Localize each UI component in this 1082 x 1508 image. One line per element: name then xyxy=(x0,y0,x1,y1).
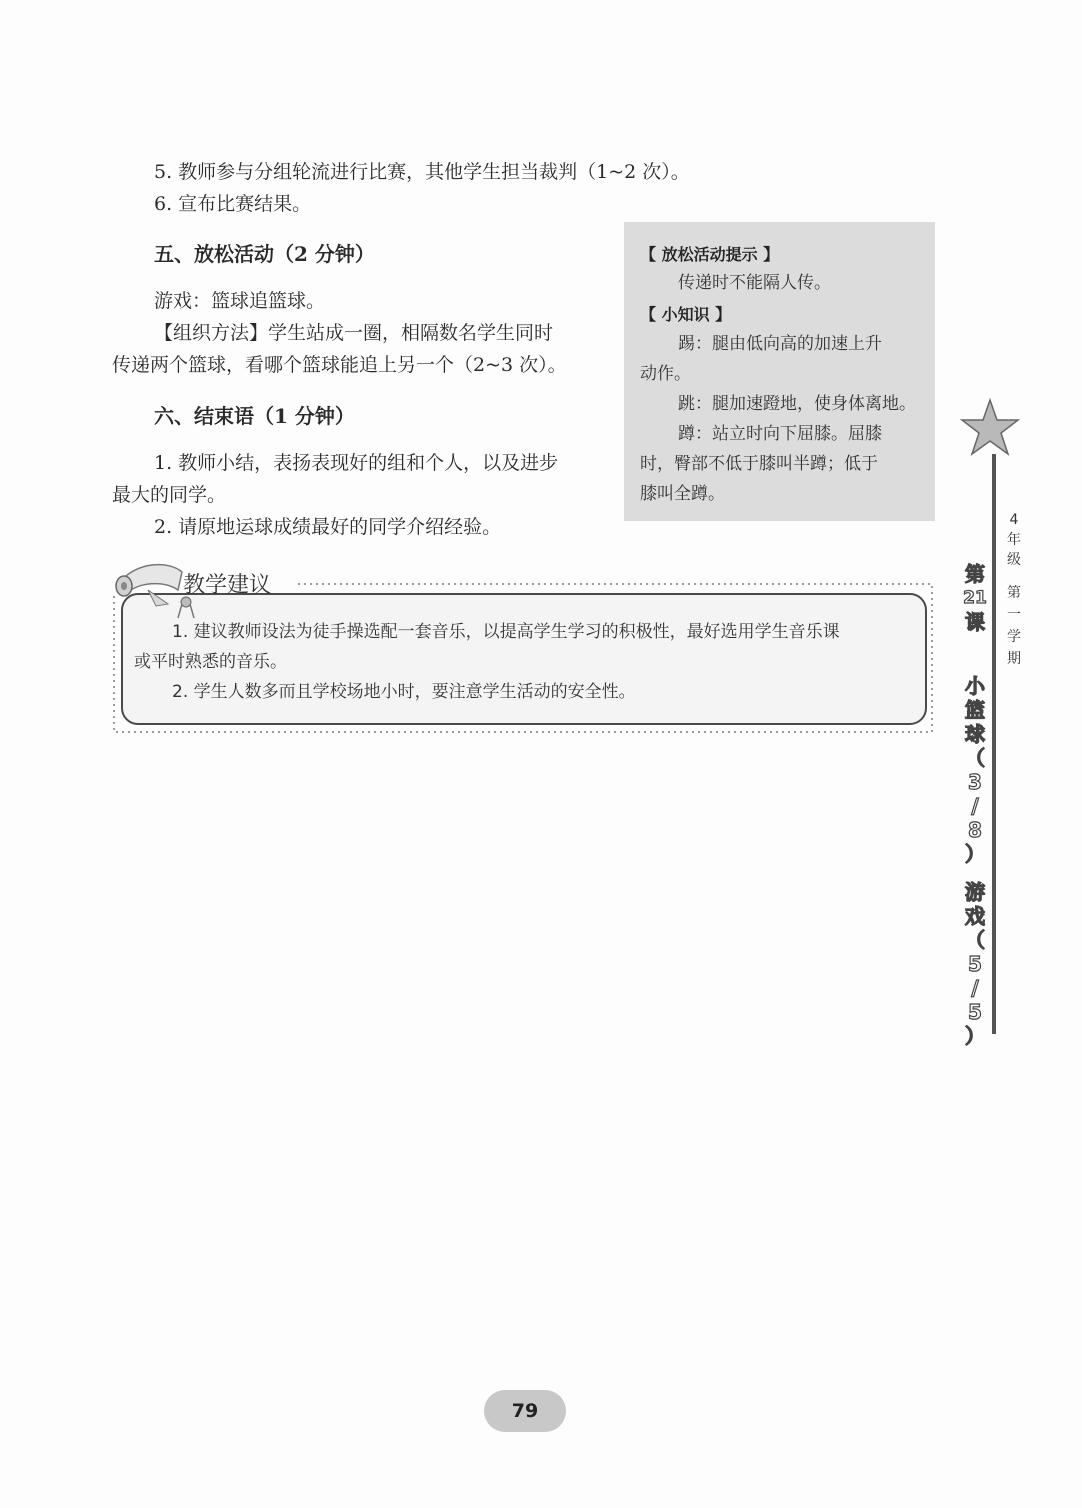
topic-char: 戏 xyxy=(965,904,985,928)
lesson-char: 第 xyxy=(965,562,985,586)
section-6-heading: 六、结束语（1 分钟） xyxy=(154,404,355,428)
topic-char: ） xyxy=(965,842,985,866)
topic-char: / xyxy=(971,794,979,818)
grade-label xyxy=(1002,510,1026,570)
tips-sidebox xyxy=(624,222,935,521)
topic-char: ） xyxy=(965,1024,985,1048)
knowledge-jump: 跳：腿加速蹬地，使身体离地。 xyxy=(678,394,916,414)
term-char: 第 xyxy=(1007,585,1021,601)
grade-char: 4 xyxy=(1009,512,1019,528)
relax-tip-heading: 【 放松活动提示 】 xyxy=(640,245,780,264)
lesson-char: 课 xyxy=(965,610,985,634)
knowledge-kick-line-1: 踢：腿由低向高的加速上升 xyxy=(678,334,882,354)
topic-char: 3 xyxy=(968,770,982,794)
topic-char: 5 xyxy=(968,1000,982,1024)
advice-line-1: 1. 建议教师设法为徒手操选配一套音乐，以提高学生学习的积极性，最好选用学生音乐课 xyxy=(172,622,840,642)
topic-char: 5 xyxy=(968,952,982,976)
topic-char: （ xyxy=(965,746,985,770)
topic-char: 球 xyxy=(965,722,985,746)
step-5-line: 5. 教师参与分组轮流进行比赛，其他学生担当裁判（1~2 次）。 xyxy=(154,161,690,183)
star-icon xyxy=(962,400,1018,454)
knowledge-squat-line-3: 膝叫全蹲。 xyxy=(640,484,725,504)
relax-tip-text: 传递时不能隔人传。 xyxy=(678,273,831,293)
lesson-label xyxy=(960,562,990,634)
knowledge-squat-line-2: 时，臀部不低于膝叫半蹲；低于 xyxy=(640,454,878,474)
topic-char: 篮 xyxy=(965,698,985,722)
knowledge-kick-line-2: 动作。 xyxy=(640,364,691,384)
topic-char: （ xyxy=(965,928,985,952)
section-5-method-line-2: 传递两个篮球，看哪个篮球能追上另一个（2~3 次）。 xyxy=(112,354,567,376)
section-6-item-2: 2. 请原地运球成绩最好的同学介绍经验。 xyxy=(154,516,502,538)
section-6-item-1-line-1: 1. 教师小结，表扬表现好的组和个人，以及进步 xyxy=(154,452,559,474)
topic-char: / xyxy=(971,976,979,1000)
topic-char: 8 xyxy=(968,818,982,842)
grade-char: 级 xyxy=(1007,552,1021,568)
advice-title: 教学建议 xyxy=(183,573,272,598)
section-5-heading: 五、放松活动（2 分钟） xyxy=(154,242,375,266)
term-char: 学 xyxy=(1007,629,1021,645)
knowledge-heading: 【 小知识 】 xyxy=(640,305,732,324)
term-char: 一 xyxy=(1007,607,1021,623)
step-6-line: 6. 宣布比赛结果。 xyxy=(154,193,312,215)
section-5-game: 游戏：篮球追篮球。 xyxy=(154,290,326,312)
topic-char: 游 xyxy=(965,880,985,904)
topic-label xyxy=(960,674,990,1048)
term-label xyxy=(1002,582,1026,670)
page-number: 79 xyxy=(484,1390,566,1432)
section-5-method-line-1: 【组织方法】学生站成一圈，相隔数名学生同时 xyxy=(154,322,554,344)
term-char: 期 xyxy=(1007,651,1021,667)
section-6-item-1-line-2: 最大的同学。 xyxy=(112,484,227,506)
grade-char: 年 xyxy=(1007,532,1021,548)
topic-char: 小 xyxy=(965,674,985,698)
lesson-char: 21 xyxy=(963,588,987,608)
knowledge-squat-line-1: 蹲：站立时向下屈膝。屈膝 xyxy=(678,424,882,444)
advice-line-3: 2. 学生人数多而且学校场地小时，要注意学生活动的安全性。 xyxy=(172,682,636,702)
advice-line-2: 或平时熟悉的音乐。 xyxy=(134,652,287,672)
